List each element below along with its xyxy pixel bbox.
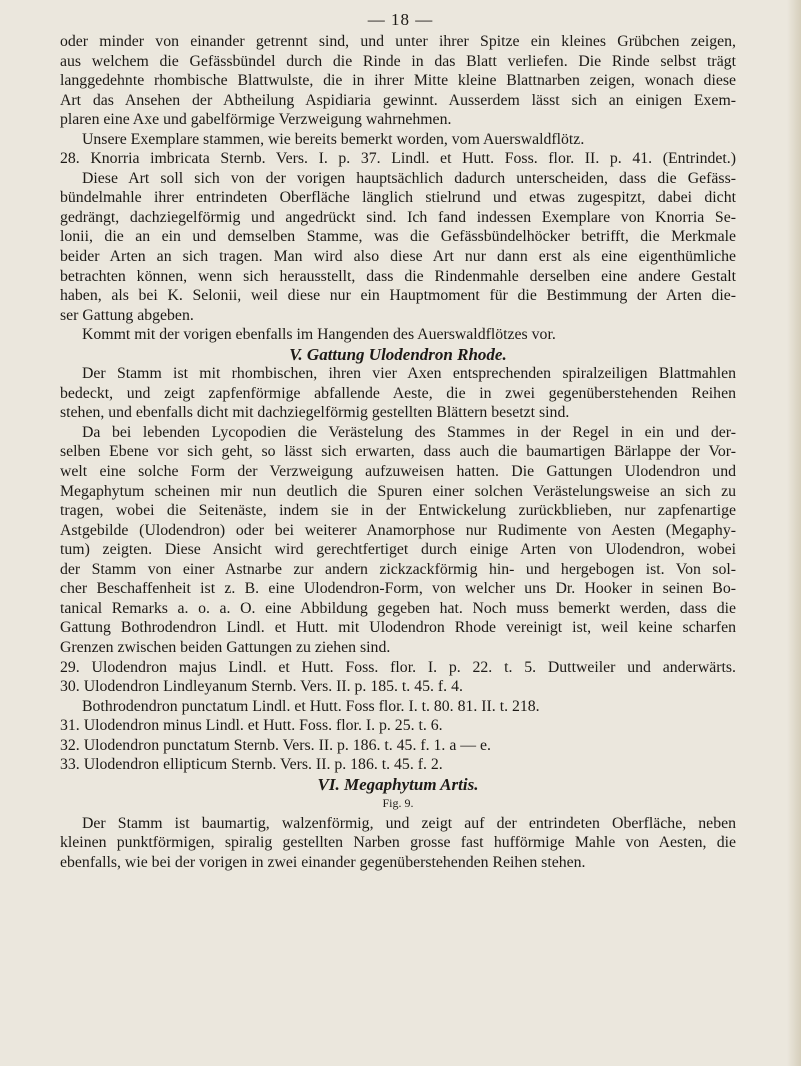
text-line: gedrängt, dachziegelförmig und angedrückt sind. Ich fand indessen Exemplare von Knorria Se- <box>60 208 736 226</box>
text-line: Grenzen zwischen beiden Gattungen zu ziehen sind. <box>60 638 391 656</box>
text-line: Unsere Exemplare stammen, wie bereits bemerkt worden, vom Auerswaldflötz. <box>82 130 585 148</box>
text-line: ebenfalls, wie bei der vorigen in zwei einander gegenüberstehenden Reihen stehen. <box>60 853 586 871</box>
text-line: ser Gattung abgeben. <box>60 306 194 324</box>
page-text-body <box>60 32 736 873</box>
text-line: 29. Ulodendron majus Lindl. et Hutt. Foss. flor. I. p. 22. t. 5. Duttweiler und anderwärts. <box>60 658 736 676</box>
text-line: Diese Art soll sich von der vorigen hauptsächlich dadurch unterscheiden, dass die Gefäss- <box>82 169 736 187</box>
text-line: Gattung Bothrodendron Lindl. et Hutt. mit Ulodendron Rhode vereinigt ist, weil keine scharfen <box>60 619 736 637</box>
text-line: betrachten können, wenn sich herausstellt, dass die Rindenmahle derselben eine andere Gestalt <box>60 267 736 285</box>
text-line: Da bei lebenden Lycopodien die Verästelung des Stammes in der Regel in ein und der- <box>82 423 736 441</box>
section-heading: VI. Megaphytum Artis. <box>317 774 479 794</box>
text-line: aus welchem die Gefässbündel durch die Rinde in das Blatt verliefen. Die Rinde selbst trägt <box>60 52 736 70</box>
text-line: Megaphytum scheinen mir nun deutlich die Spuren einer solchen Verästelungsweise an sich zu <box>60 482 736 500</box>
text-line: plaren eine Axe und gabelförmige Verzweigung wahrnehmen. <box>60 111 452 129</box>
page-number: — 18 — <box>367 10 434 29</box>
text-line: bedeckt, und zeigt zapfenförmige abfallende Aeste, die in zwei gegenüberstehenden Reihen <box>60 384 736 402</box>
text-line: tum) zeigten. Diese Ansicht wird gerechtfertiget durch einige Arten von Ulodendron, wobei <box>60 541 736 559</box>
text-line: 32. Ulodendron punctatum Sternb. Vers. II. p. 186. t. 45. f. 1. a — e. <box>60 736 491 754</box>
text-line: tanical Remarks a. o. a. O. eine Abbildung gegeben hat. Noch muss bemerkt werden, dass die <box>60 599 736 617</box>
text-line: cher Beschaffenheit ist z. B. eine Ulodendron-Form, von welcher uns Dr. Hooker in seinen Bo- <box>60 580 736 598</box>
text-line: selben Ebene vor sich geht, so lässt sich erwarten, dass auch die baumartigen Bärlappe der Vor- <box>60 443 736 461</box>
text-line: Art das Ansehen der Abtheilung Aspidiaria gewinnt. Ausserdem lässt sich an einigen Exem- <box>60 91 736 109</box>
text-line: langgedehnte rhombische Blattwulste, die in ihrer Mitte kleine Blattnarben zeigen, wonach diese <box>60 72 736 90</box>
text-line: der Stamm von einer Astnarbe zur andern zickzackförmig hin- und hergebogen ist. Von sol- <box>60 560 736 578</box>
text-line: 28. Knorria imbricata Sternb. Vers. I. p. 37. Lindl. et Hutt. Foss. flor. II. p. 41. (Entrindet.) <box>60 150 736 168</box>
page-edge-shadow <box>787 0 801 1066</box>
figure-label: Fig. 9. <box>382 796 414 811</box>
text-line: welt eine solche Form der Verzweigung aufzuweisen hatten. Die Gattungen Ulodendron und <box>60 463 736 481</box>
text-line: oder minder von einander getrennt sind, und unter ihrer Spitze ein kleines Grübchen zeigen, <box>60 33 736 50</box>
text-line: Kommt mit der vorigen ebenfalls im Hangenden des Auerswaldflötzes vor. <box>82 326 556 344</box>
text-line: Der Stamm ist mit rhombischen, ihren vier Axen entsprechenden spiralzeiligen Blattmahlen <box>82 365 736 383</box>
text-line: bündelmahle ihrer entrindeten Oberfläche länglich stielrund und etwas zugespitzt, dabei dicht <box>60 189 736 207</box>
text-line: 31. Ulodendron minus Lindl. et Hutt. Foss. flor. I. p. 25. t. 6. <box>60 717 443 735</box>
text-line: Astgebilde (Ulodendron) oder bei weiterer Anamorphose nur Rudimente von Aesten (Megaphy- <box>60 521 736 539</box>
text-line: Der Stamm ist baumartig, walzenförmig, und zeigt auf der entrindeten Oberfläche, neben <box>82 814 736 832</box>
text-line: beider Arten an sich tragen. Man wird also diese Art nur dann erst als eine eigenthümliche <box>60 248 736 266</box>
text-line: kleinen punktförmigen, spiralig gestellten Narben grosse fast hufförmige Mahle von Aesten, die <box>60 834 736 852</box>
section-heading: V. Gattung Ulodendron Rhode. <box>289 344 507 364</box>
text-line: haben, als bei K. Selonii, weil diese nur ein Hauptmoment für die Bestimmung der Arten die- <box>60 287 736 305</box>
text-line: 33. Ulodendron ellipticum Sternb. Vers. II. p. 186. t. 45. f. 2. <box>60 756 443 774</box>
text-line: Bothrodendron punctatum Lindl. et Hutt. Foss flor. I. t. 80. 81. II. t. 218. <box>82 697 540 715</box>
text-line: lonii, die an ein und demselben Stamme, was die Gefässbündelhöcker betrifft, die Merkmale <box>60 228 736 246</box>
text-line: tragen, wobei die Seitenäste, indem sie in der Entwickelung zurückblieben, nur zapfenartige <box>60 502 736 520</box>
text-line: stehen, und ebenfalls dicht mit dachziegelförmig gestellten Blättern besetzt sind. <box>60 404 570 422</box>
text-line: 30. Ulodendron Lindleyanum Sternb. Vers. II. p. 185. t. 45. f. 4. <box>60 678 463 696</box>
